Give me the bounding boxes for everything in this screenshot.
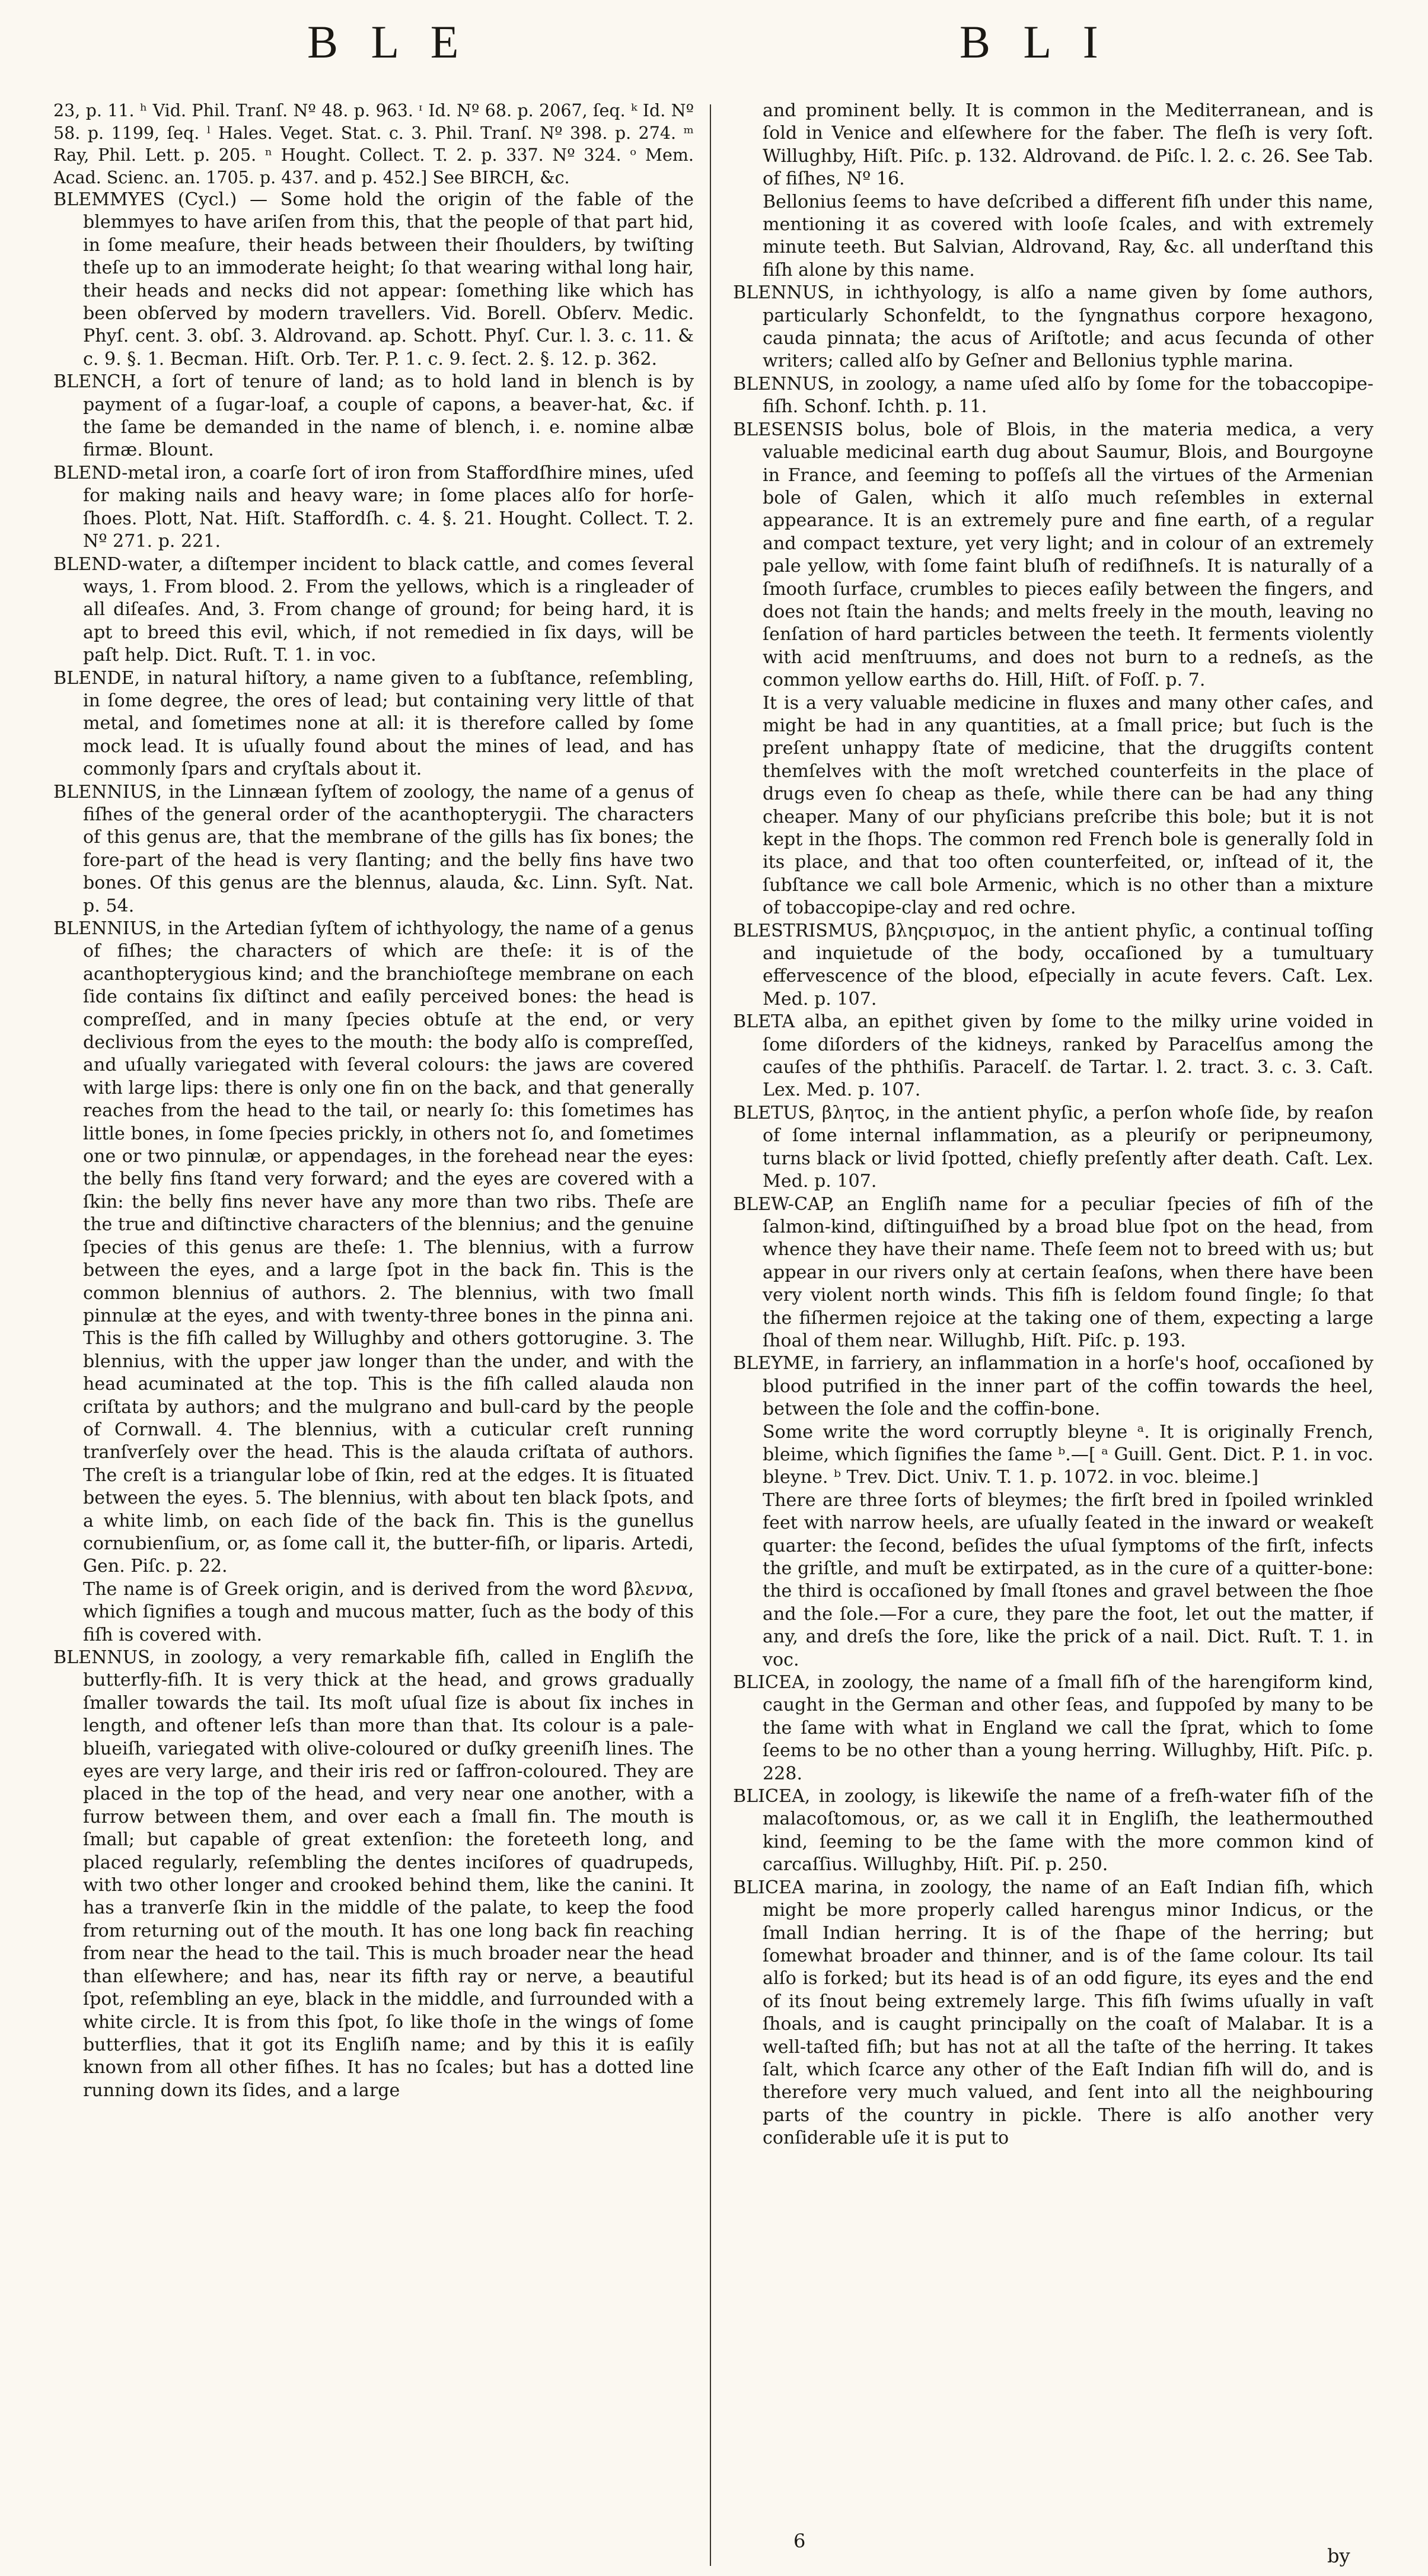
dictionary-entry: BLENDE, in natural hiſtory, a name given to a ſubſtance, reſembling, in ſome degree, the ores of lead; but containing very little of that metal, and ſometimes none at all: it is therefore called by ſome mock lead. It is uſually found about the mines of lead, and has commonly ſpars and cryſtals about it. (53, 667, 694, 780)
dictionary-entry: BLEND-metal iron, a coarſe ſort of iron from Staffordſhire mines, uſed for making nails and heavy ware; in ſome places alſo for horſe-ſhoes. Plott, Nat. Hiſt. Staffordſh. c. 4. §. 21. Hought. Collect. T. 2. Nº 271. p. 221. (53, 462, 694, 552)
right-column (733, 100, 1373, 2526)
dictionary-entry: BLEND-water, a diſtemper incident to black cattle, and comes ſeveral ways, 1. From blood. 2. From the yellows, which is a ringleader of all diſeaſes. And, 3. From change of ground; for being hard, it is apt to breed this evil, which, if not remedied in ſix days, will be paſt help. Dict. Ruſt. T. 1. in voc. (53, 553, 694, 666)
page-number: 6 (793, 2530, 806, 2552)
dictionary-entry: BLENCH, a ſort of tenure of land; as to hold land in blench is by payment of a ſugar-loaf, a couple of capons, a beaver-hat, &c. if the ſame be demanded in the name of blench, i. e. nomine albæ firmæ. Blount. (53, 371, 694, 461)
column-divider (710, 104, 711, 2566)
catchword: by (1327, 2545, 1350, 2567)
entry-continuation: Some write the word corruptly bleyne ᵃ. It is originally French, bleime, which ſignifies the ſame ᵇ.—[ ᵃ Guill. Gent. Dict. P. 1. in voc. bleyne. ᵇ Trev. Dict. Univ. T. 1. p. 1072. in voc. bleime.] (763, 1421, 1373, 1488)
entry-continuation: There are three ſorts of bleymes; the firſt bred in ſpoiled wrinkled feet with narrow heels, are uſually ſeated in the inward or weakeſt quarter: the ſecond, beſides the uſual ſymptoms of the firſt, infects the griſtle, and muſt be extirpated, as in the cure of a quitter-bone: the third is occaſioned by ſmall ſtones and gravel between the ſhoe and the ſole.—For a cure, they pare the foot, let out the matter, if any, and dreſs the ſore, like the prick of a nail. Dict. Ruſt. T. 1. in voc. (763, 1489, 1373, 1670)
dictionary-entry: BLETUS, βλητος, in the antient phyſic, a perſon whoſe ſide, by reaſon of ſome internal inflammation, as a pleuriſy or peripneumony, turns black or livid ſpotted, chiefly preſently after death. Caſt. Lex. Med. p. 107. (733, 1102, 1373, 1192)
dictionary-entry: BLENNUS, in zoology, a name uſed alſo by ſome for the tobaccopipe-fiſh. Schonf. Ichth. p. 11. (733, 373, 1373, 418)
footnote-text: 23, p. 11. ʰ Vid. Phil. Tranſ. Nº 48. p. 963. ᶦ Id. Nº 68. p. 2067, ſeq. ᵏ Id. Nº 58. p. 1199, ſeq. ˡ Hales. Veget. Stat. c. 3. Phil. Tranſ. Nº 398. p. 274. ᵐ Ray, Phil. Lett. p. 205. ⁿ Hought. Collect. T. 2. p. 337. Nº 324. ᵒ Mem. Acad. Scienc. an. 1705. p. 437. and p. 452.] See BIRCH, &c. (53, 101, 694, 187)
dictionary-entry: BLEMMYES (Cycl.) — Some hold the origin of the fable of the blemmyes to have ariſen from this, that the people of that part hid, in ſome meaſure, their heads between their ſhoulders, by twiſting theſe up to an immoderate height; ſo that wearing withal long hair, their heads and necks did not appear: ſomething like which has been obſerved by modern travellers. Vid. Borell. Obſerv. Medic. Phyſ. cent. 3. obſ. 3. Aldrovand. ap. Schott. Phyſ. Cur. l. 3. c. 11. & c. 9. §. 1. Becman. Hiſt. Orb. Ter. P. 1. c. 9. ſect. 2. §. 12. p. 362. (53, 189, 694, 370)
dictionary-entry: BLENNIUS, in the Artedian ſyſtem of ichthyology, the name of a genus of fiſhes; the characters of which are theſe: it is of the acanthopterygious kind; and the branchioſtege membrane on each ſide contains ſix diſtinct and eaſily perceived bones: the head is compreſſed, and in many ſpecies obtuſe at the end, or very declivious from the eyes to the mouth: the body alſo is compreſſed, and uſually variegated with ſeveral colours: the jaws are covered with large lips: there is only one fin on the back, and that generally reaches from the head to the tail, or nearly ſo: this ſometimes has little bones, in ſome ſpecies prickly, in others not ſo, and ſometimes one or two pinnulæ, or appendages, in the forehead near the eyes: the belly fins ſtand very forward; and the eyes are covered with a ſkin: the belly fins never have any more than two ribs. Theſe are the true and diſtinctive characters of the blennius; and the genuine ſpecies of this genus are theſe: 1. The blennius, with a furrow between the eyes, and a large ſpot in the back fin. This is the common blennius of authors. 2. The blennius, with two ſmall pinnulæ at the eyes, and with twenty-three bones in the pinna ani. This is the fiſh called by Willughby and others gottorugine. 3. The blennius, with the upper jaw longer than the under, and with the head acuminated at the top. This is the fiſh called alauda non criſtata by authors; and the mulgrano and bull-card by the people of Cornwall. 4. The blennius, with a cuticular creſt running tranſverſely over the head. This is the alauda criſtata of authors. The creſt is a triangular lobe of ſkin, red at the edges. It is ſituated between the eyes. 5. The blennius, with about ten black ſpots, and a white limb, on each ſide of the back fin. This is the gunellus cornubienſium, or, as ſome call it, the butter-fiſh, or liparis. Artedi, Gen. Piſc. p. 22. (53, 918, 694, 1577)
dictionary-entry: BLESTRISMUS, βληςρισμος, in the antient phyſic, a continual toſſing and inquietude of the body, occaſioned by a tumultuary effervescence of the blood, eſpecially in acute fevers. Caſt. Lex. Med. p. 107. (733, 920, 1373, 1010)
dictionary-entry: BLENNIUS, in the Linnæan ſyſtem of zoology, the name of a genus of fiſhes of the general order of the acanthopterygii. The characters of this genus are, that the membrane of the gills has ſix bones; the fore-part of the head is very ſlanting; and the belly fins have two bones. Of this genus are the blennus, alauda, &c. Linn. Syſt. Nat. p. 54. (53, 781, 694, 916)
dictionary-entry: BLENNUS, in zoology, a very remarkable fiſh, called in Engliſh the butterfly-fiſh. It is very thick at the head, and grows gradually ſmaller towards the tail. Its moſt uſual ſize is about ſix inches in length, and oftener leſs than more than that. Its colour is a pale-blueiſh, variegated with olive-coloured or duſky greeniſh lines. The eyes are very large, and their iris red or ſaffron-coloured. They are placed in the top of the head, and very near one another, with a furrow between them, and over each a ſmall fin. The mouth is ſmall; but capable of great extenſion: the foreteeth long, and placed regularly, reſembling the dentes inciſores of quadrupeds, with two other longer and crooked behind them, like the canini. It has a tranverſe ſkin in the middle of the palate, to keep the food from returning out of the mouth. It has one long back fin reaching from near the head to the tail. This is much broader near the head than elſewhere; and has, near its fifth ray or nerve, a beautiful ſpot, reſembling an eye, black in the middle, and ſurrounded with a white circle. It is from this ſpot, ſo like thoſe in the wings of ſome butterflies, that it got its Engliſh name; and by this it is eaſily known from all other fiſhes. It has no ſcales; but has a dotted line running down its ſides, and a large (53, 1647, 694, 2101)
entry-continuation: It is a very valuable medicine in fluxes and many other caſes, and might be had in any quantities, at a ſmall price; but ſuch is the preſent unhappy ſtate of medicine, that the druggiſts content themſelves with the moſt wretched counterfeits in the place of drugs even ſo cheap as theſe, while there can be had any thing cheaper. Many of our phyſicians preſcribe this bole; but it is not kept in the ſhops. The common red French bole is generally ſold in its place, and that too often counterfeited, or, inſtead of it, the ſubſtance we call bole Armenic, which is no other than a mixture of tobaccopipe-clay and red ochre. (763, 692, 1373, 919)
dictionary-entry: BLEYME, in farriery, an inflammation in a horſe's hoof, occaſioned by blood putrified in the inner part of the coffin towards the heel, between the ſole and the coffin-bone. (733, 1353, 1373, 1420)
running-head-left: B L E (307, 16, 470, 68)
dictionary-entry: BLICEA marina, in zoology, the name of an Eaſt Indian fiſh, which might be more properly called harengus minor Indicus, or the ſmall Indian herring. It is of the ſhape of the herring; but ſomewhat broader and thinner, and is of the ſame colour. Its tail alſo is forked; but its head is of an odd figure, its eyes and the end of its ſnout being extremely large. This fiſh ſwims uſually in vaſt ſhoals, and is caught principally on the coaſt of Malabar. It is a well-taſted fiſh; but has not at all the taſte of the herring. It takes ſalt, which ſcarce any other of the Eaſt Indian fiſh will do, and is therefore very much valued, and ſent into all the neighbouring parts of the country in pickle. There is alſo another very conſiderable uſe it is put to (733, 1877, 1373, 2149)
dictionary-entry: BLESENSIS bolus, bole of Blois, in the materia medica, a very valuable medicinal earth dug about Saumur, Blois, and Bourgoyne in France, and ſeeming to poſſeſs all the virtues of the Armenian bole of Galen, which it alſo much reſembles in external appearance. It is an extremely pure and fine earth, of a regular and compact texture, yet very light; and in colour of an extremely pale yellow, with ſome faint bluſh of rediſhneſs. It is naturally of a ſmooth ſurface, crumbles to pieces eaſily between the fingers, and does not ſtain the hands; and melts freely in the mouth, leaving no ſenſation of hard particles between the teeth. It ferments violently with acid menſtruums, and does not burn to a redneſs, as the common yellow earths do. Hill, Hiſt. of Foſſ. p. 7. (733, 419, 1373, 691)
dictionary-entry: BLICEA, in zoology, the name of a ſmall fiſh of the harengiform kind, caught in the German and other ſeas, and ſuppoſed by many to be the ſame with what in England we call the ſprat, which to ſome ſeems to be no other than a young herring. Willughby, Hiſt. Piſc. p. 228. (733, 1672, 1373, 1784)
dictionary-entry: BLICEA, in zoology, is likewiſe the name of a freſh-water fiſh of the malacoſtomous, or, as we call it in Engliſh, the leathermouthed kind, ſeeming to be the ſame with the more common kind of carcaſſius. Willughby, Hiſt. Piſ. p. 250. (733, 1786, 1373, 1876)
left-column (53, 100, 694, 2526)
dictionary-entry: BLENNUS, in ichthyology, is alſo a name given by ſome authors, particularly Schonfeldt, to the ſyngnathus corpore hexagono, cauda pinnata; the acus of Ariſtotle; and acus ſecunda of other writers; called alſo by Geſner and Bellonius typhle marina. (733, 282, 1373, 372)
running-head-right: B L I (960, 16, 1109, 68)
entry-continuation: Bellonius ſeems to have deſcribed a different fiſh under this name, mentioning it as covered with looſe ſcales, and with extremely minute teeth. But Salvian, Aldrovand, Ray, &c. all underſtand this fiſh alone by this name. (763, 191, 1373, 281)
entry-continuation: and prominent belly. It is common in the Mediterranean, and is ſold in Venice and elſewhere for the faber. The fleſh is very ſoft. Willughby, Hiſt. Piſc. p. 132. Aldrovand. de Piſc. l. 2. c. 26. See Tab. of fiſhes, Nº 16. (763, 100, 1373, 190)
entry-continuation: The name is of Greek origin, and is derived from the word βλεννα, which ſignifies a tough and mucous matter, ſuch as the body of this fiſh is covered with. (83, 1578, 694, 1645)
dictionary-entry: BLETA alba, an epithet given by ſome to the milky urine voided in ſome diſorders of the kidneys, ranked by Paracelſus among the cauſes of the phthiſis. Paracelſ. de Tartar. l. 2. tract. 3. c. 3. Caſt. Lex. Med. p. 107. (733, 1011, 1373, 1101)
dictionary-entry: BLEW-CAP, an Engliſh name for a peculiar ſpecies of fiſh of the ſalmon-kind, diſtinguiſhed by a broad blue ſpot on the head, from whence they have their name. Theſe ſeem not to breed with us; but appear in our rivers only at certain ſeaſons, when there have been very violent north winds. This fiſh is ſeldom found ſingle; ſo that the fiſhermen rejoice at the taking one of them, expecting a large ſhoal of them near. Willughb, Hiſt. Piſc. p. 193. (733, 1193, 1373, 1351)
